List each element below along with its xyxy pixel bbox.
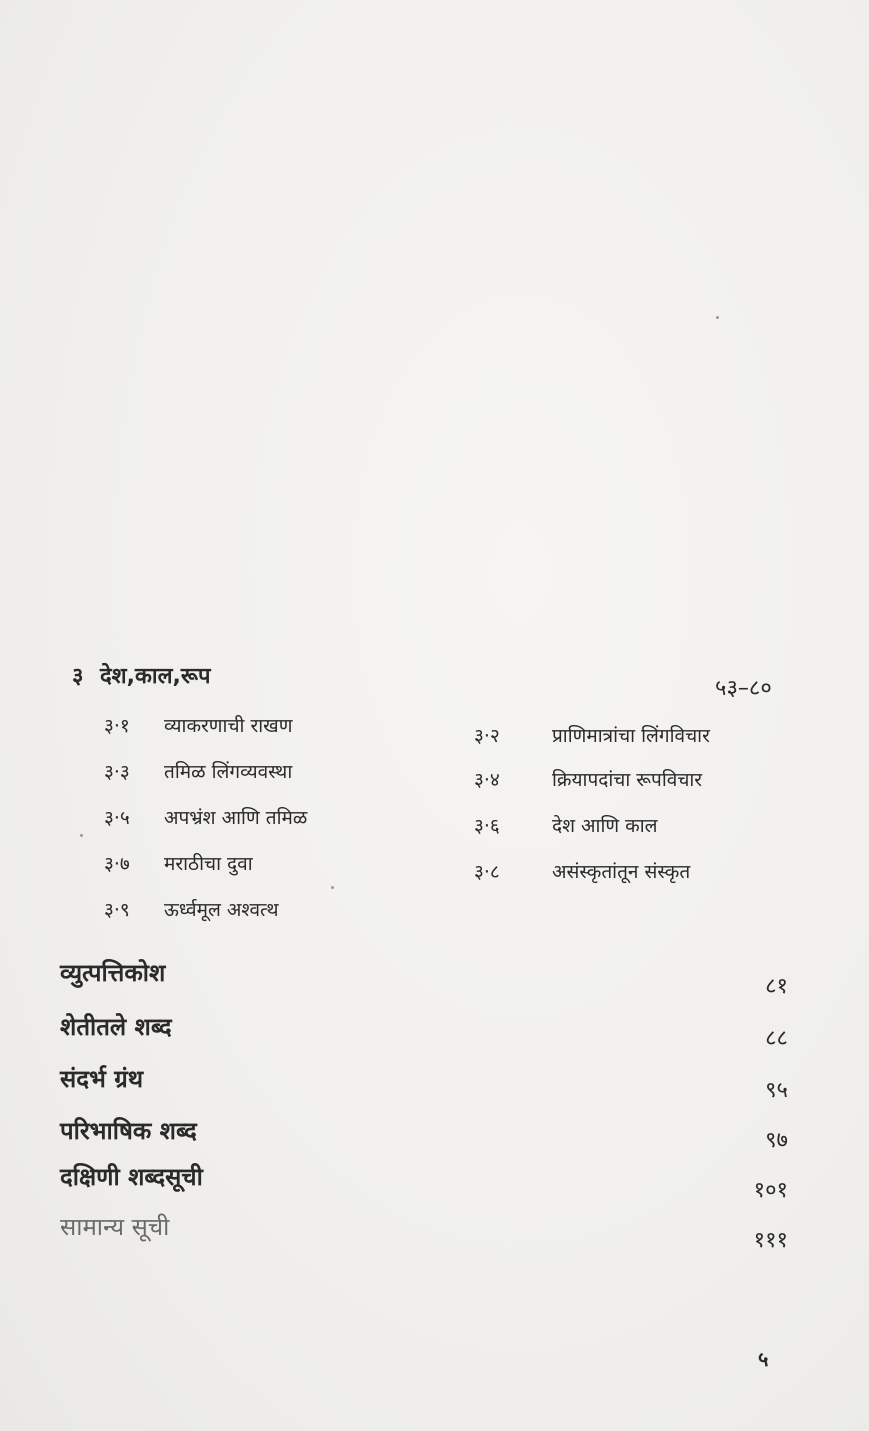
- section-number: ३·८: [474, 861, 500, 883]
- toc-entry-page: ८८: [765, 1026, 788, 1051]
- section-number: ३·६: [474, 815, 500, 837]
- toc-entry-label: सामान्य सूची: [60, 1213, 170, 1241]
- section-item: [474, 812, 658, 838]
- toc-entry-label: शेतीतले शब्द: [60, 1013, 172, 1041]
- section-number: ३·३: [104, 761, 130, 783]
- section-label: क्रियापदांचा रूपविचार: [552, 769, 703, 791]
- page-number-mark: ५: [758, 1347, 769, 1371]
- chapter-page-range: ५३–८०: [715, 676, 772, 701]
- section-item: [474, 858, 690, 884]
- toc-entry-label: दक्षिणी शब्दसूची: [60, 1163, 203, 1191]
- section-item: [104, 896, 278, 922]
- section-label: व्याकरणाची राखण: [164, 715, 293, 737]
- section-label: असंस्कृतांतून संस्कृत: [552, 861, 691, 883]
- chapter-heading: [72, 660, 210, 690]
- toc-entry-page: ८१: [765, 974, 788, 999]
- section-number: ३·१: [104, 715, 130, 737]
- section-item: [104, 804, 307, 830]
- toc-entry-label: परिभाषिक शब्द: [60, 1117, 197, 1145]
- paper-speck: [716, 316, 719, 319]
- section-item: [104, 758, 292, 784]
- section-label: देश आणि काल: [552, 815, 658, 837]
- section-number: ३·२: [474, 725, 500, 747]
- toc-entry-page: १०१: [753, 1178, 788, 1203]
- paper-speck: [80, 834, 83, 837]
- section-item: [104, 712, 292, 738]
- toc-entry-label: संदर्भ ग्रंथ: [60, 1065, 144, 1093]
- section-item: [104, 850, 253, 876]
- chapter-title: देश,काल,रूप: [100, 664, 211, 689]
- section-label: तमिळ लिंगव्यवस्था: [164, 761, 293, 783]
- toc-entry-page: १११: [753, 1228, 788, 1253]
- toc-entry-page: ९५: [765, 1078, 788, 1103]
- paper-speck: [331, 886, 334, 889]
- section-label: ऊर्ध्वमूल अश्वत्थ: [164, 899, 279, 921]
- chapter-number: ३: [72, 664, 84, 689]
- section-item: [474, 722, 710, 748]
- toc-entry-label: व्युत्पत्तिकोश: [60, 959, 166, 987]
- section-label: अपभ्रंश आणि तमिळ: [164, 807, 308, 829]
- section-label: प्राणिमात्रांचा लिंगविचार: [552, 725, 710, 747]
- toc-entry-page: ९७: [765, 1128, 788, 1153]
- section-item: [474, 766, 702, 792]
- section-number: ३·९: [104, 899, 130, 921]
- section-number: ३·४: [474, 769, 500, 791]
- section-label: मराठीचा दुवा: [164, 853, 253, 875]
- section-number: ३·५: [104, 807, 130, 829]
- section-number: ३·७: [104, 853, 130, 875]
